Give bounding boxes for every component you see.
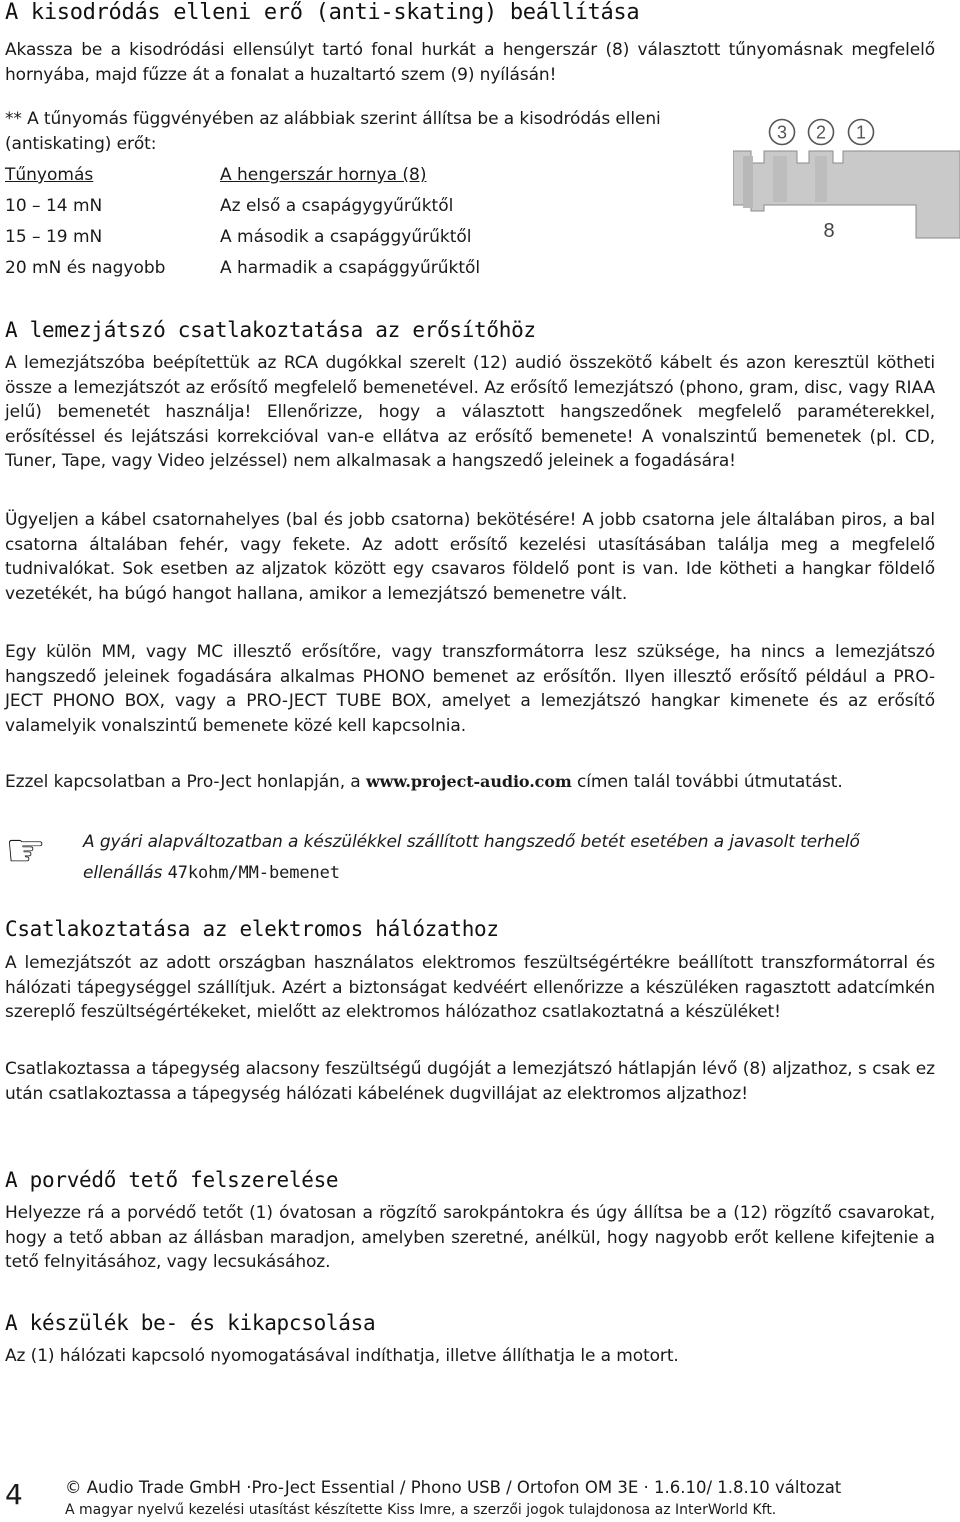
power-title: A készülék be- és kikapcsolása [5,1311,376,1335]
page-number: 4 [5,1478,23,1511]
pointing-hand-icon: ☞ [5,823,47,877]
anti-skating-intro: Akassza be a kisodródási ellensúlyt tartó fonal hurkát a hengerszár (8) választott tűnyomásnak megfelelő hornyába, majd fűzze át a fonalat a huzaltartó szem (9) nyílásán! [5,40,935,85]
tonearm-stub-shape [733,151,960,238]
tonearm-stub-diagram [733,112,960,242]
hint-value: 47kohm/MM-bemenet [167,863,340,883]
anti-skating-title: A kisodródás elleni erő (anti-skating) beállítása [5,0,640,25]
footer-line-1: © Audio Trade GmbH ·Pro-Ject Essential / Phono USB / Ortofon OM 3E · 1.6.10/ 1.8.10 változat [65,1478,842,1497]
table-header-force: Tűnyomás [5,165,94,185]
table-cell-groove: A második a csapággyűrűktől [220,227,472,247]
project-audio-link[interactable]: www.project-audio.com [365,772,572,791]
mains-paragraph-2: Csatlakoztassa a tápegység alacsony feszültségű dugóját a lemezjátszó hátlapján lévő (8) aljzathoz, s csak ez után csatlakoztassa a tápegység hálózati kábelének dugvillájat az elektromos aljzathoz! [5,1059,935,1104]
table-header-groove: A hengerszár hornya (8) [220,165,427,185]
connection-title: A lemezjátszó csatlakoztatása az erősítőhöz [5,318,536,342]
table-cell-force: 10 – 14 mN [5,196,103,216]
connection-paragraph-3: Egy külön MM, vagy MC illesztő erősítőre, vagy transzformátorra lesz szüksége, ha nincs a lemezjátszó hangszedő jeleinek fogadására alkalmas PHONO bemenet az erősítőn. Ilyen illesztő erősítő például a PRO-JECT PHONO BOX, vagy a PRO-JECT TUBE BOX, amelyet a lemezjátszó hangkar kimenete és az erősítő valamelyik vonalszintű bemenete közé kell kapcsolnia. [5,642,935,736]
groove-2-label: 2 [815,122,827,143]
dustcover-title: A porvédő tető felszerelése [5,1168,339,1192]
connection-paragraph-4: Ezzel kapcsolatban a Pro-Ject honlapján, a www.project-audio.com címen talál további útmutatást. [5,772,843,792]
table-cell-groove: Az első a csapágygyűrűktől [220,196,454,216]
mains-paragraph-1: A lemezjátszót az adott országban használatos elektromos feszültségértékre beállított transzformátorral és hálózati tápegységgel szállítjuk. Azért a biztonságat kedvéért ellenőrizze a készüléken ragasztott adatcímkén szereplő feszültségértékeket, mielőtt az elektromos hálózathoz csatlakoztatná a készüléket! [5,953,935,1022]
anti-skating-note: ** A tűnyomás függvényében az alábbiak szerint állítsa be a kisodródás elleni (antiskating) erőt: [5,109,661,154]
bearing-ring [743,156,753,208]
groove-1-label: 1 [855,122,867,143]
connection-paragraph-1: A lemezjátszóba beépítettük az RCA dugókkal szerelt (12) audió összekötő kábelt és azon keresztül kötheti össze a lemezjátszót az erősítő megfelelő bemenetével. Az erősítő lemezjátszó (phono, gram, disc, vagy RIAA jelű) bemenetét használja! Ellenőrizze, hogy a választott hangszedőnek megfelelő paraméterekkel, erősítéssel és lejátszási korrekcióval van-e ellátva az erősítő bemenete! A vonalszintű bemenetek (pl. CD, Tuner, Tape, vagy Video jelzéssel) nem alkalmasak a hangszedő jeleinek a fogadására! [5,353,935,471]
mains-title: Csatlakoztatása az elektromos hálózathoz [5,917,499,941]
table-cell-force: 15 – 19 mN [5,227,103,247]
footer-line-2: A magyar nyelvű kezelési utasítást készítette Kiss Imre, a szerzői jogok tulajdonosa az InterWorld Kft. [65,1502,777,1518]
bearing-ring [773,156,787,202]
dustcover-paragraph: Helyezze rá a porvédő tetőt (1) óvatosan a rögzítő sarokpántokra és úgy állítsa be a (12) rögzítő csavarokat, hogy a tető abban az állásban maradjon, amelyben szeretné, anélkül, hogy nagyobb erőt kellene kifejtenie a tető felnyitásához, vagy lecsukásához. [5,1203,935,1272]
power-paragraph: Az (1) hálózati kapcsoló nyomogatásával indíthatja, illetve állíthatja le a motort. [5,1346,679,1366]
table-cell-force: 20 mN és nagyobb [5,258,166,278]
part-8-label: 8 [823,220,835,242]
connection-paragraph-2: Ügyeljen a kábel csatornahelyes (bal és jobb csatorna) bekötésére! A jobb csatorna jele általában piros, a bal csatorna általában fehér, vagy fekete. Az adott erősítő kezelési utasításában találja meg a megfelelő tudnivalókat. Sok esetben az aljzatok között egy csavaros földelő pont is van. Ide kötheti a hangkar földelő vezetékét, ha búgó hangot hallana, amikor a lemezjátszó bemenetre vált. [5,510,935,604]
hint-text: A gyári alapváltozatban a készülékkel szállított hangszedő betét esetében a javasolt terhelő ellenállás 47kohm/MM-bemenet [83,832,860,883]
bearing-ring [815,156,827,202]
groove-3-label: 3 [776,122,788,143]
table-cell-groove: A harmadik a csapággyűrűktől [220,258,481,278]
